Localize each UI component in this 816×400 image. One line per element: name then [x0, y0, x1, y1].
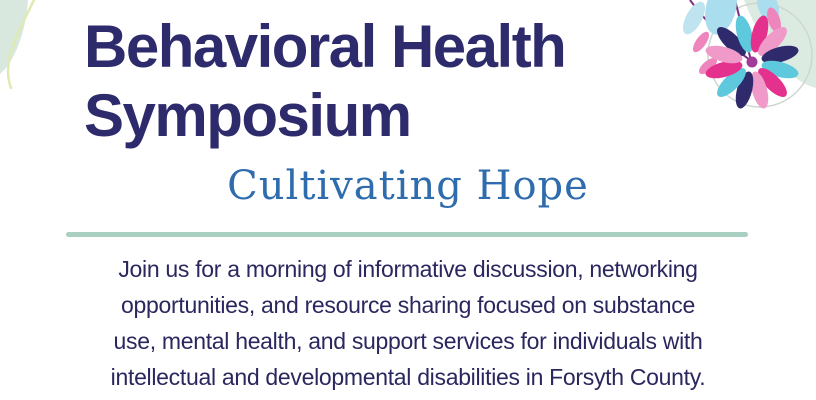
divider-line: [66, 232, 748, 237]
subtitle: Cultivating Hope: [227, 163, 589, 209]
page-title: [84, 12, 565, 150]
flower-petals: [704, 14, 801, 111]
leaf-shape: [700, 0, 742, 38]
leaf-shape: [678, 0, 709, 38]
leaf-arc-illustration: [0, 0, 60, 170]
description-line: Join us for a morning of informative discussion, networking: [118, 256, 698, 282]
flower-center: [747, 57, 758, 68]
stem-line: [734, 0, 751, 60]
petal-shape: [696, 55, 719, 77]
title-line-2: Symposium: [84, 82, 411, 149]
description-paragraph: [0, 251, 816, 395]
arc-stroke: [8, 0, 34, 88]
petal-shape: [690, 29, 712, 54]
leaf-shape: [0, 0, 28, 74]
description-line: opportunities, and resource sharing focused on substance: [121, 292, 695, 318]
petal-shape: [764, 6, 783, 34]
outline-circle: [708, 3, 812, 107]
title-line-1: Behavioral Health: [84, 13, 566, 80]
description-line: intellectual and developmental disabilities in Forsyth County.: [110, 364, 706, 390]
description-line: use, mental health, and support services for individuals with: [113, 328, 703, 354]
mint-corner-shape: [744, 0, 816, 88]
leaf-shape: [753, 0, 783, 25]
flower-illustration: [656, 0, 816, 145]
stem-line: [690, 0, 750, 60]
